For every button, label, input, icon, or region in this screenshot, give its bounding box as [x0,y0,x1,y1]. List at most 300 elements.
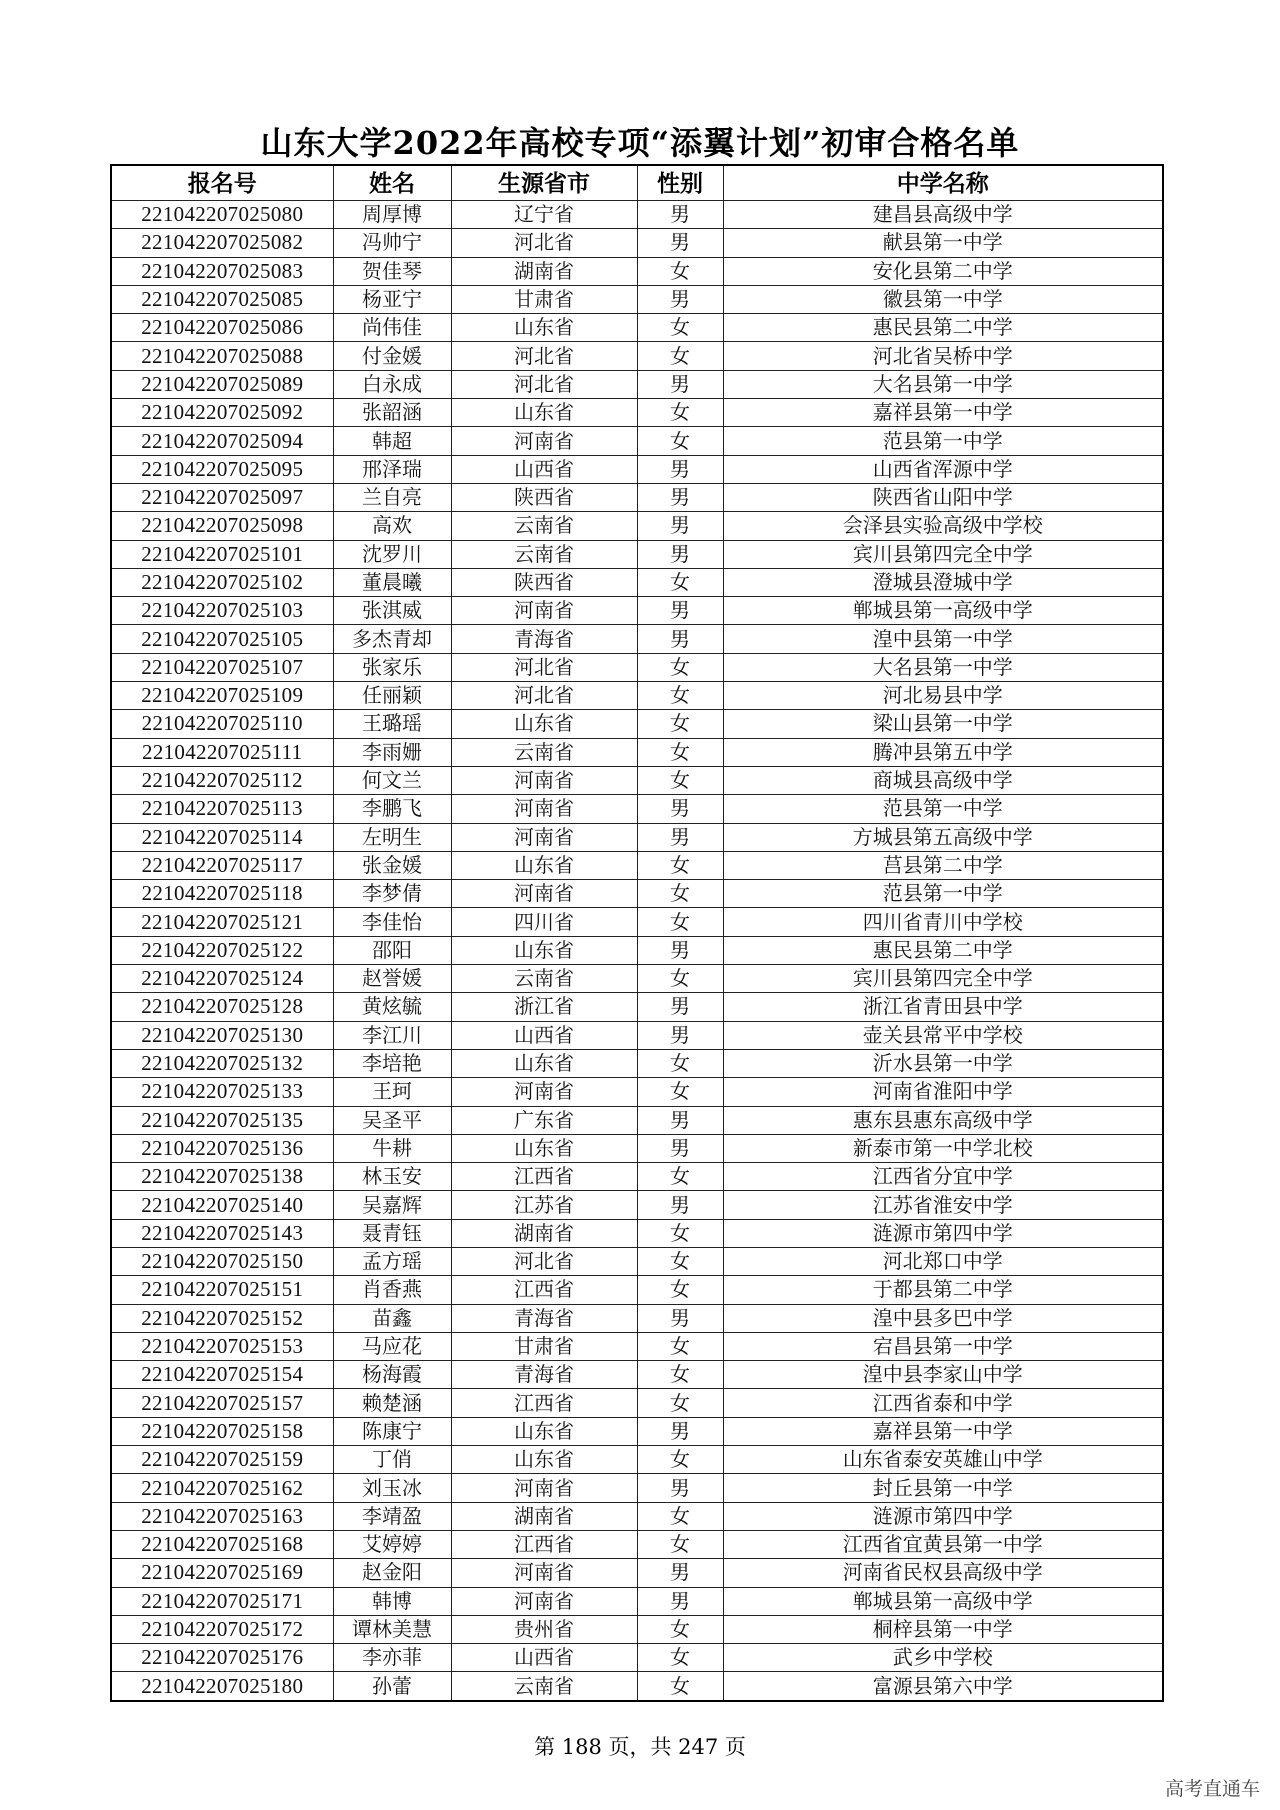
cell-province: 河南省 [451,795,637,823]
table-row [111,1247,1163,1275]
cell-gender: 女 [637,1361,723,1389]
cell-name: 李雨姗 [333,738,451,766]
cell-province: 青海省 [451,1361,637,1389]
cell-registration-no: 221042207025086 [111,314,333,342]
cell-name: 董晨曦 [333,568,451,596]
cell-province: 山东省 [451,314,637,342]
table-row [111,880,1163,908]
table-row [111,738,1163,766]
cell-school: 大名县第一中学 [723,370,1163,398]
cell-school: 四川省青川中学校 [723,908,1163,936]
cell-name: 赵金阳 [333,1559,451,1587]
page-indicator: 第 188 页，共 247 页 [534,1735,746,1759]
cell-school: 江西省宜黄县第一中学 [723,1530,1163,1558]
cell-school: 献县第一中学 [723,229,1163,257]
cell-name: 兰自亮 [333,483,451,511]
cell-registration-no: 221042207025083 [111,257,333,285]
cell-school: 惠民县第二中学 [723,314,1163,342]
cell-province: 山东省 [451,1417,637,1445]
cell-gender: 女 [637,766,723,794]
cell-registration-no: 221042207025130 [111,1021,333,1049]
table-row [111,540,1163,568]
candidate-table [110,164,1164,1702]
page-title: 山东大学2022年高校专项“添翼计划”初审合格名单 [260,124,1020,162]
cell-province: 陕西省 [451,568,637,596]
cell-gender: 男 [637,1106,723,1134]
table-row [111,766,1163,794]
cell-registration-no: 221042207025154 [111,1361,333,1389]
cell-gender: 男 [637,540,723,568]
cell-registration-no: 221042207025114 [111,823,333,851]
cell-gender: 男 [637,455,723,483]
cell-gender: 男 [637,1304,723,1332]
cell-province: 陕西省 [451,483,637,511]
cell-registration-no: 221042207025136 [111,1134,333,1162]
cell-province: 河南省 [451,1559,637,1587]
cell-name: 吴圣平 [333,1106,451,1134]
cell-province: 山西省 [451,455,637,483]
cell-gender: 男 [637,1559,723,1587]
cell-school: 封丘县第一中学 [723,1474,1163,1502]
cell-school: 梁山县第一中学 [723,710,1163,738]
cell-name: 高欢 [333,512,451,540]
cell-school: 宕昌县第一中学 [723,1332,1163,1360]
table-row [111,1106,1163,1134]
cell-gender: 男 [637,625,723,653]
table-row [111,653,1163,681]
table-row [111,1474,1163,1502]
cell-province: 江西省 [451,1389,637,1417]
cell-gender: 女 [637,1615,723,1643]
cell-school: 郸城县第一高级中学 [723,597,1163,625]
cell-registration-no: 221042207025180 [111,1672,333,1701]
cell-gender: 男 [637,1021,723,1049]
cell-school: 武乡中学校 [723,1644,1163,1672]
cell-gender: 女 [637,1502,723,1530]
cell-province: 贵州省 [451,1615,637,1643]
table-row [111,1446,1163,1474]
cell-gender: 男 [637,1474,723,1502]
table-row [111,568,1163,596]
cell-school: 湟中县李家山中学 [723,1361,1163,1389]
cell-registration-no: 221042207025118 [111,880,333,908]
cell-name: 李梦倩 [333,880,451,908]
cell-province: 辽宁省 [451,201,637,229]
table-row [111,1559,1163,1587]
cell-province: 河北省 [451,342,637,370]
cell-school: 陕西省山阳中学 [723,483,1163,511]
cell-name: 韩博 [333,1587,451,1615]
cell-registration-no: 221042207025133 [111,1078,333,1106]
cell-gender: 男 [637,1417,723,1445]
cell-registration-no: 221042207025103 [111,597,333,625]
cell-gender: 男 [637,993,723,1021]
cell-name: 林玉安 [333,1163,451,1191]
cell-province: 云南省 [451,965,637,993]
cell-registration-no: 221042207025176 [111,1644,333,1672]
cell-name: 周厚博 [333,201,451,229]
cell-name: 王珂 [333,1078,451,1106]
cell-name: 张淇威 [333,597,451,625]
cell-province: 山东省 [451,936,637,964]
table-row [111,1163,1163,1191]
cell-registration-no: 221042207025101 [111,540,333,568]
cell-registration-no: 221042207025138 [111,1163,333,1191]
cell-school: 范县第一中学 [723,427,1163,455]
table-row [111,314,1163,342]
cell-province: 青海省 [451,625,637,653]
cell-province: 河南省 [451,1078,637,1106]
table-row [111,257,1163,285]
watermark: 高考直通车 [1164,1778,1260,1800]
cell-name: 李江川 [333,1021,451,1049]
cell-registration-no: 221042207025110 [111,710,333,738]
cell-province: 云南省 [451,738,637,766]
table-row [111,1644,1163,1672]
cell-school: 安化县第二中学 [723,257,1163,285]
cell-school: 河南省淮阳中学 [723,1078,1163,1106]
table-row [111,427,1163,455]
cell-registration-no: 221042207025097 [111,483,333,511]
cell-school: 商城县高级中学 [723,766,1163,794]
cell-school: 范县第一中学 [723,880,1163,908]
cell-province: 山东省 [451,1134,637,1162]
cell-gender: 女 [637,1672,723,1701]
cell-school: 湟中县多巴中学 [723,1304,1163,1332]
cell-name: 白永成 [333,370,451,398]
table-row [111,823,1163,851]
cell-registration-no: 221042207025158 [111,1417,333,1445]
cell-school: 涟源市第四中学 [723,1502,1163,1530]
table-row [111,1502,1163,1530]
cell-name: 王璐瑶 [333,710,451,738]
cell-gender: 男 [637,936,723,964]
cell-province: 云南省 [451,1672,637,1701]
cell-school: 涟源市第四中学 [723,1219,1163,1247]
cell-gender: 女 [637,1276,723,1304]
cell-name: 聂青钰 [333,1219,451,1247]
cell-registration-no: 221042207025124 [111,965,333,993]
cell-registration-no: 221042207025092 [111,399,333,427]
cell-gender: 女 [637,738,723,766]
table-row [111,965,1163,993]
cell-name: 多杰青却 [333,625,451,653]
cell-school: 桐梓县第一中学 [723,1615,1163,1643]
cell-gender: 女 [637,427,723,455]
cell-name: 李靖盈 [333,1502,451,1530]
cell-school: 江苏省淮安中学 [723,1191,1163,1219]
cell-registration-no: 221042207025172 [111,1615,333,1643]
cell-name: 冯帅宁 [333,229,451,257]
cell-school: 范县第一中学 [723,795,1163,823]
cell-school: 湟中县第一中学 [723,625,1163,653]
cell-registration-no: 221042207025117 [111,851,333,879]
cell-school: 宾川县第四完全中学 [723,540,1163,568]
cell-province: 山西省 [451,1021,637,1049]
cell-registration-no: 221042207025112 [111,766,333,794]
cell-province: 山东省 [451,1446,637,1474]
cell-province: 河南省 [451,427,637,455]
cell-school: 壶关县常平中学校 [723,1021,1163,1049]
cell-name: 张金媛 [333,851,451,879]
table-row [111,795,1163,823]
cell-name: 付金媛 [333,342,451,370]
cell-school: 河北郑口中学 [723,1247,1163,1275]
cell-name: 邵阳 [333,936,451,964]
cell-school: 莒县第二中学 [723,851,1163,879]
cell-school: 徽县第一中学 [723,285,1163,313]
cell-school: 浙江省青田县中学 [723,993,1163,1021]
cell-registration-no: 221042207025169 [111,1559,333,1587]
cell-registration-no: 221042207025122 [111,936,333,964]
cell-province: 山东省 [451,851,637,879]
cell-gender: 女 [637,908,723,936]
cell-gender: 男 [637,285,723,313]
cell-gender: 女 [637,1049,723,1077]
cell-name: 赵誉媛 [333,965,451,993]
cell-gender: 女 [637,568,723,596]
cell-province: 河北省 [451,370,637,398]
cell-province: 河南省 [451,1587,637,1615]
cell-registration-no: 221042207025111 [111,738,333,766]
table-row [111,370,1163,398]
cell-gender: 男 [637,370,723,398]
table-body [111,201,1163,1701]
table-row [111,851,1163,879]
table-row [111,455,1163,483]
cell-province: 河南省 [451,1474,637,1502]
cell-school: 惠民县第二中学 [723,936,1163,964]
cell-gender: 女 [637,1078,723,1106]
cell-registration-no: 221042207025098 [111,512,333,540]
cell-province: 甘肃省 [451,285,637,313]
cell-province: 云南省 [451,512,637,540]
cell-gender: 女 [637,1644,723,1672]
cell-name: 韩超 [333,427,451,455]
cell-registration-no: 221042207025082 [111,229,333,257]
table-row [111,1361,1163,1389]
cell-gender: 女 [637,965,723,993]
table-row [111,1021,1163,1049]
cell-registration-no: 221042207025088 [111,342,333,370]
column-header-school: 中学名称 [723,165,1163,201]
cell-name: 赖楚涵 [333,1389,451,1417]
cell-registration-no: 221042207025089 [111,370,333,398]
cell-registration-no: 221042207025132 [111,1049,333,1077]
column-header-province: 生源省市 [451,165,637,201]
table-row [111,993,1163,1021]
cell-name: 杨海霞 [333,1361,451,1389]
cell-province: 云南省 [451,540,637,568]
cell-name: 孟方瑶 [333,1247,451,1275]
cell-registration-no: 221042207025113 [111,795,333,823]
cell-province: 河南省 [451,880,637,908]
cell-province: 四川省 [451,908,637,936]
cell-registration-no: 221042207025102 [111,568,333,596]
cell-name: 贺佳琴 [333,257,451,285]
cell-school: 江西省泰和中学 [723,1389,1163,1417]
cell-registration-no: 221042207025107 [111,653,333,681]
cell-registration-no: 221042207025095 [111,455,333,483]
cell-school: 山西省浑源中学 [723,455,1163,483]
cell-gender: 女 [637,682,723,710]
cell-registration-no: 221042207025109 [111,682,333,710]
cell-name: 李鹏飞 [333,795,451,823]
cell-registration-no: 221042207025128 [111,993,333,1021]
cell-gender: 女 [637,1530,723,1558]
cell-school: 方城县第五高级中学 [723,823,1163,851]
cell-name: 张韶涵 [333,399,451,427]
cell-school: 山东省泰安英雄山中学 [723,1446,1163,1474]
table-row [111,1332,1163,1360]
cell-registration-no: 221042207025105 [111,625,333,653]
cell-province: 青海省 [451,1304,637,1332]
cell-school: 腾冲县第五中学 [723,738,1163,766]
cell-school: 新泰市第一中学北校 [723,1134,1163,1162]
cell-province: 江西省 [451,1163,637,1191]
cell-province: 山东省 [451,1049,637,1077]
cell-name: 谭林美慧 [333,1615,451,1643]
cell-registration-no: 221042207025140 [111,1191,333,1219]
cell-gender: 女 [637,1219,723,1247]
table-row [111,1134,1163,1162]
cell-name: 杨亚宁 [333,285,451,313]
cell-registration-no: 221042207025163 [111,1502,333,1530]
cell-name: 马应花 [333,1332,451,1360]
cell-school: 河北省吴桥中学 [723,342,1163,370]
table-row [111,201,1163,229]
table-row [111,285,1163,313]
table-row [111,1276,1163,1304]
cell-province: 湖南省 [451,257,637,285]
cell-school: 澄城县澄城中学 [723,568,1163,596]
cell-gender: 男 [637,483,723,511]
cell-school: 会泽县实验高级中学校 [723,512,1163,540]
cell-school: 郸城县第一高级中学 [723,1587,1163,1615]
cell-registration-no: 221042207025159 [111,1446,333,1474]
cell-registration-no: 221042207025152 [111,1304,333,1332]
cell-school: 富源县第六中学 [723,1672,1163,1701]
cell-gender: 女 [637,1247,723,1275]
cell-gender: 女 [637,257,723,285]
table-row [111,1672,1163,1701]
column-header-gender: 性别 [637,165,723,201]
cell-school: 建昌县高级中学 [723,201,1163,229]
cell-registration-no: 221042207025121 [111,908,333,936]
table-row [111,229,1163,257]
cell-province: 河北省 [451,1247,637,1275]
cell-name: 李培艳 [333,1049,451,1077]
cell-registration-no: 221042207025094 [111,427,333,455]
cell-name: 刘玉冰 [333,1474,451,1502]
cell-gender: 女 [637,851,723,879]
cell-name: 张家乐 [333,653,451,681]
cell-registration-no: 221042207025153 [111,1332,333,1360]
cell-name: 左明生 [333,823,451,851]
table-row [111,908,1163,936]
cell-gender: 男 [637,795,723,823]
cell-province: 江西省 [451,1530,637,1558]
cell-province: 江西省 [451,1276,637,1304]
cell-province: 山东省 [451,399,637,427]
cell-province: 河南省 [451,597,637,625]
cell-school: 嘉祥县第一中学 [723,399,1163,427]
cell-gender: 男 [637,1134,723,1162]
cell-registration-no: 221042207025157 [111,1389,333,1417]
cell-gender: 女 [637,653,723,681]
cell-school: 于都县第二中学 [723,1276,1163,1304]
cell-name: 肖香燕 [333,1276,451,1304]
cell-gender: 男 [637,823,723,851]
table-row [111,483,1163,511]
cell-province: 湖南省 [451,1502,637,1530]
cell-name: 丁俏 [333,1446,451,1474]
cell-province: 广东省 [451,1106,637,1134]
table-row [111,625,1163,653]
cell-registration-no: 221042207025143 [111,1219,333,1247]
column-header-name: 姓名 [333,165,451,201]
cell-gender: 男 [637,201,723,229]
cell-name: 孙蕾 [333,1672,451,1701]
cell-school: 河南省民权县高级中学 [723,1559,1163,1587]
table-row [111,1304,1163,1332]
table-row [111,1191,1163,1219]
cell-school: 嘉祥县第一中学 [723,1417,1163,1445]
table-row [111,597,1163,625]
table-row [111,1615,1163,1643]
cell-registration-no: 221042207025151 [111,1276,333,1304]
cell-school: 惠东县惠东高级中学 [723,1106,1163,1134]
cell-province: 河北省 [451,229,637,257]
cell-name: 尚伟佳 [333,314,451,342]
cell-name: 陈康宁 [333,1417,451,1445]
table-row [111,936,1163,964]
cell-registration-no: 221042207025135 [111,1106,333,1134]
cell-name: 何文兰 [333,766,451,794]
cell-name: 李亦菲 [333,1644,451,1672]
cell-gender: 男 [637,512,723,540]
table-row [111,710,1163,738]
cell-province: 河北省 [451,682,637,710]
cell-name: 任丽颖 [333,682,451,710]
cell-school: 河北易县中学 [723,682,1163,710]
cell-name: 牛耕 [333,1134,451,1162]
cell-province: 浙江省 [451,993,637,1021]
cell-name: 沈罗川 [333,540,451,568]
cell-gender: 男 [637,597,723,625]
cell-school: 沂水县第一中学 [723,1049,1163,1077]
table-row [111,1049,1163,1077]
table-row [111,1219,1163,1247]
cell-name: 艾婷婷 [333,1530,451,1558]
cell-school: 宾川县第四完全中学 [723,965,1163,993]
cell-gender: 女 [637,314,723,342]
cell-registration-no: 221042207025171 [111,1587,333,1615]
cell-name: 邢泽瑞 [333,455,451,483]
cell-registration-no: 221042207025162 [111,1474,333,1502]
table-row [111,1530,1163,1558]
cell-gender: 男 [637,1191,723,1219]
cell-school: 大名县第一中学 [723,653,1163,681]
cell-school: 江西省分宜中学 [723,1163,1163,1191]
table-row [111,1587,1163,1615]
table-row [111,342,1163,370]
table-row [111,1389,1163,1417]
cell-name: 黄炫毓 [333,993,451,1021]
cell-province: 江苏省 [451,1191,637,1219]
cell-province: 河北省 [451,653,637,681]
cell-gender: 女 [637,1332,723,1360]
